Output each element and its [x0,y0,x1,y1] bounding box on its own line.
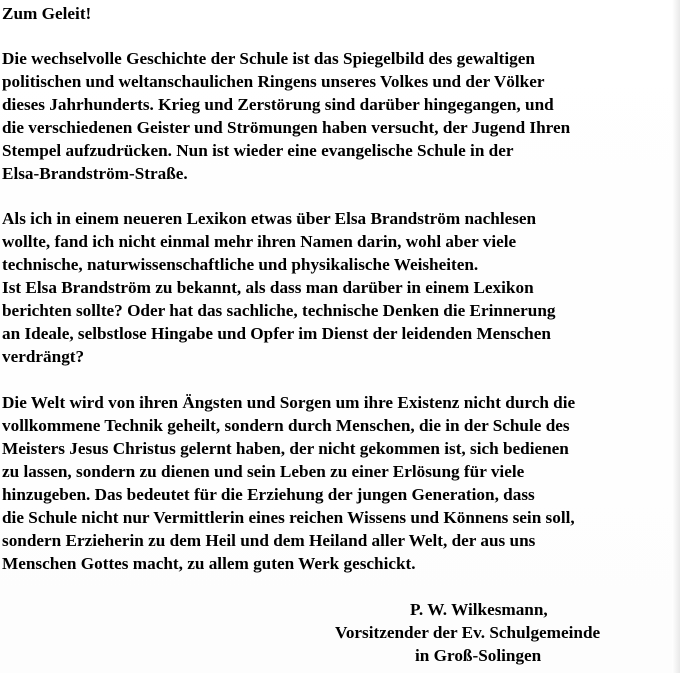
paragraph-3-line-4: zu lassen, sondern zu dienen und sein Leben zu einer Erlösung für viele [2,462,525,481]
paragraph-1-line-2: politischen und weltanschaulichen Ringens unseres Volkes und der Völker [2,72,545,91]
paragraph-2-line-5: berichten sollte? Oder hat das sachliche, technische Denken die Erinnerung [2,301,556,320]
signature-role: Vorsitzender der Ev. Schulgemeinde [335,623,601,642]
page-edge-shadow [672,0,680,673]
paragraph-3-line-7: sondern Erzieherin zu dem Heil und dem Heiland aller Welt, der aus uns [2,531,536,550]
paragraph-1-line-3: dieses Jahrhunderts. Krieg und Zerstörung sind darüber hingegangen, und [2,95,554,114]
signature-place: in Groß-Solingen [415,646,542,665]
paragraph-3-line-3: Meisters Jesus Christus gelernt haben, der nicht gekommen ist, sich bedienen [2,439,569,458]
paragraph-1-line-5: Stempel aufzudrücken. Nun ist wieder eine evangelische Schule in der [2,141,514,160]
paragraph-3-line-2: vollkommene Technik geheilt, sondern durch Menschen, die in der Schule des [2,416,570,435]
paragraph-2-line-3: technische, naturwissenschaftliche und physikalische Weisheiten. [2,255,479,274]
paragraph-1-line-6: Elsa-Brandström-Straße. [2,164,188,183]
paragraph-1-line-1: Die wechselvolle Geschichte der Schule ist das Spiegelbild des gewaltigen [2,49,535,68]
paragraph-1-line-4: die verschiedenen Geister und Strömungen haben versucht, der Jugend Ihren [2,118,571,137]
paragraph-2-line-1: Als ich in einem neueren Lexikon etwas über Elsa Brandström nachlesen [2,209,537,228]
paragraph-2-line-7: verdrängt? [2,347,85,366]
paragraph-3-line-5: hinzugeben. Das bedeutet für die Erziehung der jungen Generation, dass [2,485,535,504]
paragraph-2-line-6: an Ideale, selbstlose Hingabe und Opfer im Dienst der leidenden Menschen [2,324,551,343]
paragraph-3-line-1: Die Welt wird von ihren Ängsten und Sorgen um ihre Existenz nicht durch die [2,393,576,412]
document-title: Zum Geleit! [2,4,92,23]
signature-name: P. W. Wilkesmann, [410,600,548,619]
paragraph-3-line-8: Menschen Gottes macht, zu allem guten Werk geschickt. [2,554,416,573]
paragraph-3-line-6: die Schule nicht nur Vermittlerin eines reichen Wissens und Könnens sein soll, [2,508,575,527]
paragraph-2-line-4: Ist Elsa Brandström zu bekannt, als dass man darüber in einem Lexikon [2,278,534,297]
paragraph-2-line-2: wollte, fand ich nicht einmal mehr ihren Namen darin, wohl aber viele [2,232,517,251]
